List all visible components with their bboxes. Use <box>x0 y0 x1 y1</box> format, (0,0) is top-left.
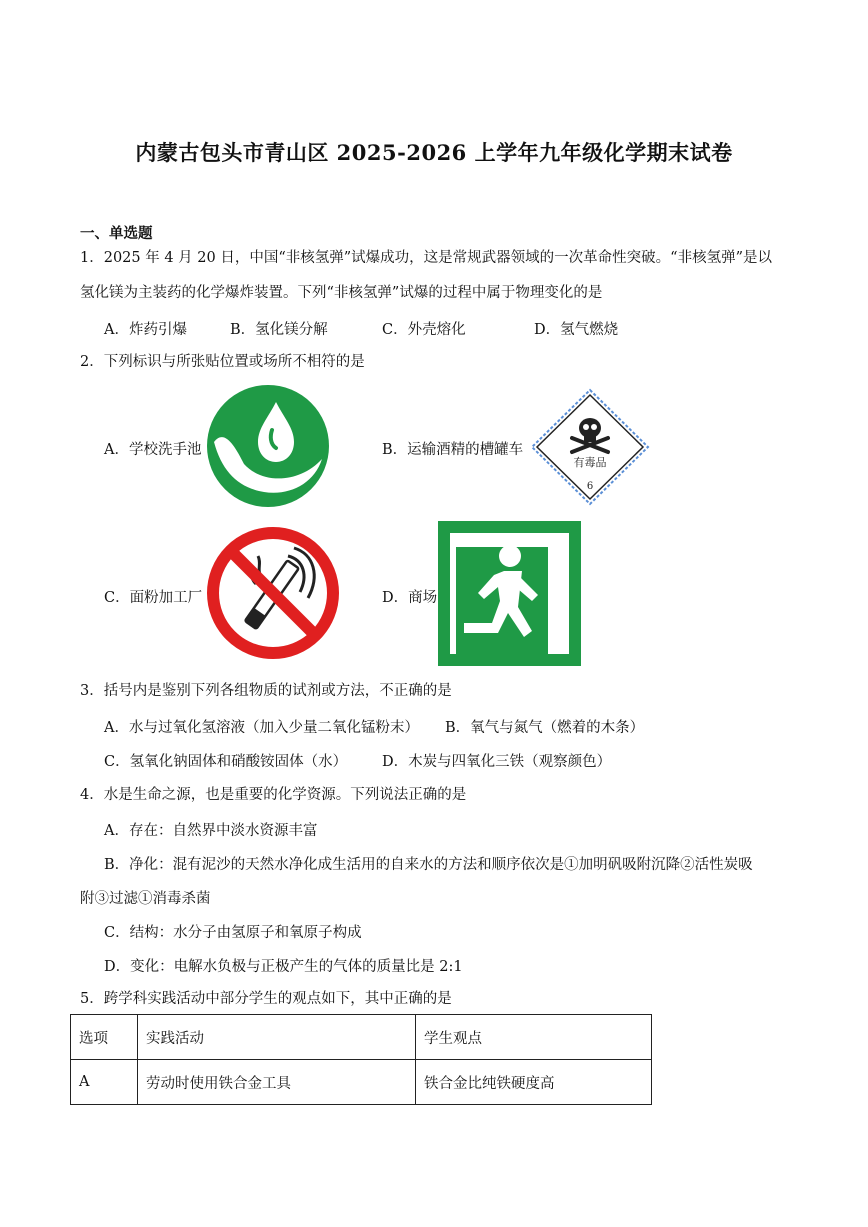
q4-stem: 4．水是生命之源，也是重要的化学资源。下列说法正确的是 <box>80 787 467 803</box>
emergency-exit-icon <box>438 521 581 666</box>
toxic-label: 有毒品 <box>573 456 607 469</box>
table-row <box>71 1060 652 1105</box>
q1-option-a: A．炸药引爆 <box>104 322 187 338</box>
q1-option-d: D．氢气燃烧 <box>534 322 619 338</box>
table-header-option: 选项 <box>71 1015 138 1060</box>
page-title: 内蒙古包头市青山区 2025-2026 上学年九年级化学期末试卷 <box>135 140 733 165</box>
table-cell-viewpoint: 铁合金比纯铁硬度高 <box>416 1060 652 1105</box>
q2-option-d: D．商场 <box>382 590 438 606</box>
table-header-activity: 实践活动 <box>138 1015 416 1060</box>
q3-option-b: B．氧气与氮气（燃着的木条） <box>445 720 645 736</box>
q4-option-b-line2: 附③过滤①消毒杀菌 <box>80 891 211 907</box>
q1-option-c: C．外壳熔化 <box>382 322 466 338</box>
q4-option-d: D．变化：电解水负极与正极产生的气体的质量比是 2:1 <box>104 959 463 975</box>
table-header-viewpoint: 学生观点 <box>416 1015 652 1060</box>
q4-option-a: A．存在：自然界中淡水资源丰富 <box>104 823 318 839</box>
table-header-row <box>71 1015 652 1060</box>
water-saving-icon <box>204 384 332 508</box>
table-cell-activity: 劳动时使用铁合金工具 <box>138 1060 416 1105</box>
q2-option-b: B．运输酒精的槽罐车 <box>382 442 524 458</box>
q3-option-a: A．水与过氧化氢溶液（加入少量二氧化锰粉末） <box>104 720 419 736</box>
q5-table <box>70 1014 652 1105</box>
q2-option-c: C．面粉加工厂 <box>104 590 203 606</box>
q3-option-c: C．氢氧化钠固体和硝酸铵固体（水） <box>104 754 348 770</box>
q3-option-d: D．木炭与四氧化三铁（观察颜色） <box>382 754 612 770</box>
q1-option-b: B．氢化镁分解 <box>230 322 328 338</box>
q5-stem: 5．跨学科实践活动中部分学生的观点如下，其中正确的是 <box>80 991 452 1007</box>
table-cell-option: A <box>71 1060 138 1105</box>
q2-option-a: A．学校洗手池 <box>104 442 202 458</box>
toxic-class-number: 6 <box>586 481 594 492</box>
q4-option-b-line1: B．净化：混有泥沙的天然水净化成生活用的自来水的方法和顺序依次是①加明矾吸附沉降②活性炭吸 <box>104 857 753 873</box>
q1-stem-line2: 氢化镁为主装药的化学爆炸装置。下列“非核氢弹”试爆的过程中属于物理变化的是 <box>80 285 603 301</box>
q3-stem: 3．括号内是鉴别下列各组物质的试剂或方法，不正确的是 <box>80 683 452 699</box>
q1-stem-line1: 1．2025 年 4 月 20 日，中国“非核氢弹”试爆成功，这是常规武器领域的一次革命性突破。“非核氢弹”是以 <box>80 250 772 266</box>
section-heading: 一、单选题 <box>80 225 153 242</box>
toxic-substance-icon <box>530 388 650 506</box>
q2-stem: 2．下列标识与所张贴位置或场所不相符的是 <box>80 354 365 370</box>
q4-option-c: C．结构：水分子由氢原子和氧原子构成 <box>104 925 362 941</box>
no-smoking-icon <box>204 526 342 660</box>
